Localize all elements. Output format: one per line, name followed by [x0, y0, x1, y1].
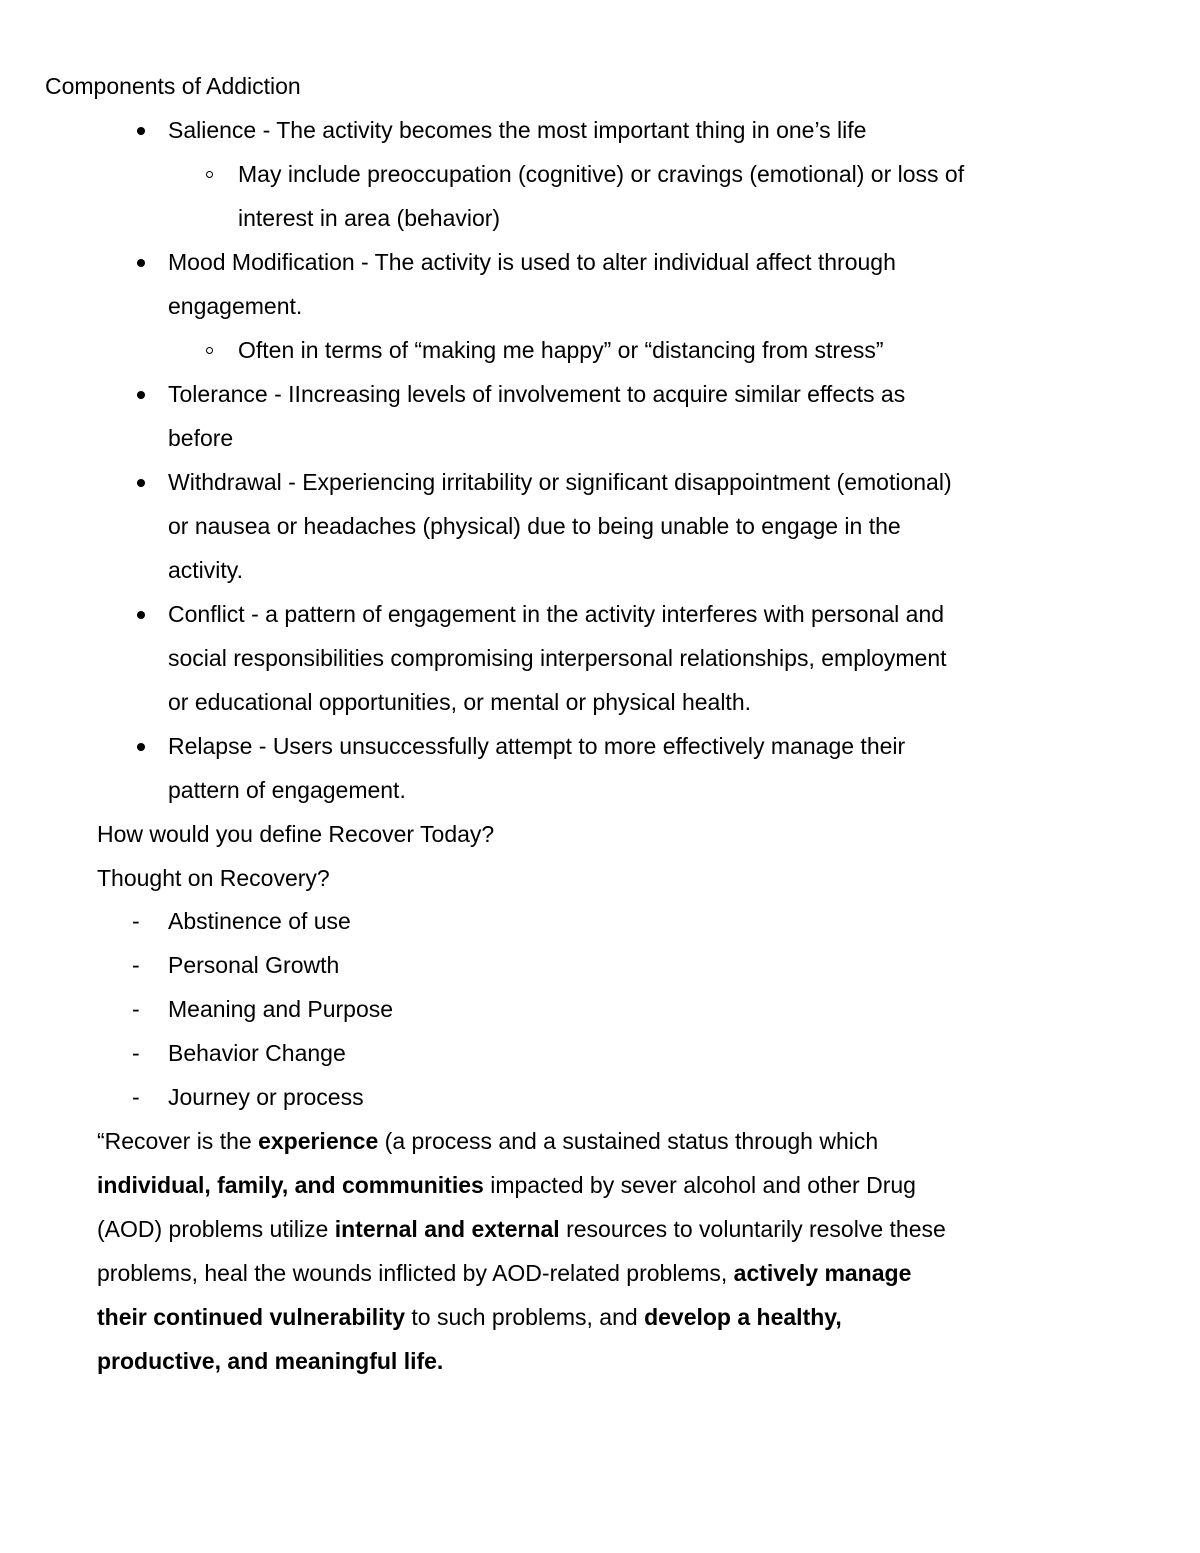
- recovery-thought-item: Journey or process: [168, 1084, 364, 1110]
- bullet-disc-icon: [137, 391, 145, 399]
- bullet-disc-icon: [137, 743, 145, 751]
- component-tolerance: Tolerance - IIncreasing levels of involvement to acquire similar effects as: [168, 381, 906, 407]
- recovery-definition-line: [97, 1163, 916, 1207]
- quote-emphasis: individual, family, and communities: [97, 1172, 484, 1198]
- quote-emphasis: their continued vulnerability: [97, 1304, 405, 1330]
- recovery-thought-item: Meaning and Purpose: [168, 996, 394, 1022]
- recovery-definition-line: [97, 1207, 946, 1251]
- component-withdrawal-cont1: or nausea or headaches (physical) due to being unable to engage in the: [168, 513, 901, 539]
- component-withdrawal-cont2: activity.: [168, 557, 243, 583]
- bullet-circle-icon: [206, 347, 213, 354]
- dash-marker: -: [132, 1040, 140, 1066]
- bullet-disc-icon: [137, 127, 145, 135]
- quote-text: (AOD) problems utilize: [97, 1216, 335, 1242]
- quote-emphasis: experience: [258, 1128, 379, 1154]
- recovery-thought-item: Behavior Change: [168, 1040, 346, 1066]
- quote-emphasis: actively manage: [733, 1260, 912, 1286]
- component-conflict-cont2: or educational opportunities, or mental or physical health.: [168, 689, 752, 715]
- question-define-recovery: How would you define Recover Today?: [97, 821, 495, 847]
- bullet-disc-icon: [137, 259, 145, 267]
- component-relapse-cont: pattern of engagement.: [168, 777, 406, 803]
- component-mood-modification-cont: engagement.: [168, 293, 303, 319]
- recovery-definition-line: [97, 1295, 842, 1339]
- component-relapse: Relapse - Users unsuccessfully attempt to more effectively manage their: [168, 733, 906, 759]
- dash-marker: -: [132, 952, 140, 978]
- quote-text: resources to voluntarily resolve these: [559, 1216, 946, 1242]
- component-salience: Salience - The activity becomes the most important thing in one’s life: [168, 117, 867, 143]
- recovery-definition-line: [97, 1251, 911, 1295]
- quote-emphasis: internal and external: [334, 1216, 560, 1242]
- bullet-circle-icon: [206, 171, 213, 178]
- bullet-disc-icon: [137, 479, 145, 487]
- quote-text: “Recover is the: [97, 1128, 259, 1154]
- component-conflict: Conflict - a pattern of engagement in the activity interferes with personal and: [168, 601, 945, 627]
- recovery-definition-line: [97, 1339, 443, 1383]
- quote-text: (a process and a sustained status through which: [378, 1128, 879, 1154]
- component-conflict-cont1: social responsibilities compromising interpersonal relationships, employment: [168, 645, 947, 671]
- mood-modification-sub: Often in terms of “making me happy” or “distancing from stress”: [238, 337, 884, 363]
- recovery-thought-item: Abstinence of use: [168, 908, 351, 934]
- component-tolerance-cont: before: [168, 425, 234, 451]
- quote-text: impacted by sever alcohol and other Drug: [483, 1172, 916, 1198]
- dash-marker: -: [132, 908, 140, 934]
- component-mood-modification: Mood Modification - The activity is used to alter individual affect through: [168, 249, 896, 275]
- bullet-disc-icon: [137, 611, 145, 619]
- document-title: Components of Addiction: [45, 73, 301, 99]
- salience-sub-line1: May include preoccupation (cognitive) or cravings (emotional) or loss of: [238, 161, 965, 187]
- quote-text: problems, heal the wounds inflicted by AOD-related problems,: [97, 1260, 734, 1286]
- component-withdrawal: Withdrawal - Experiencing irritability or significant disappointment (emotional): [168, 469, 952, 495]
- recovery-thought-item: Personal Growth: [168, 952, 340, 978]
- quote-emphasis: productive, and meaningful life.: [97, 1348, 444, 1374]
- question-thought-on-recovery: Thought on Recovery?: [97, 865, 330, 891]
- recovery-definition-line: [97, 1119, 878, 1163]
- salience-sub-line2: interest in area (behavior): [238, 205, 501, 231]
- quote-text: to such problems, and: [404, 1304, 645, 1330]
- dash-marker: -: [132, 996, 140, 1022]
- quote-emphasis: develop a healthy,: [644, 1304, 842, 1330]
- dash-marker: -: [132, 1084, 140, 1110]
